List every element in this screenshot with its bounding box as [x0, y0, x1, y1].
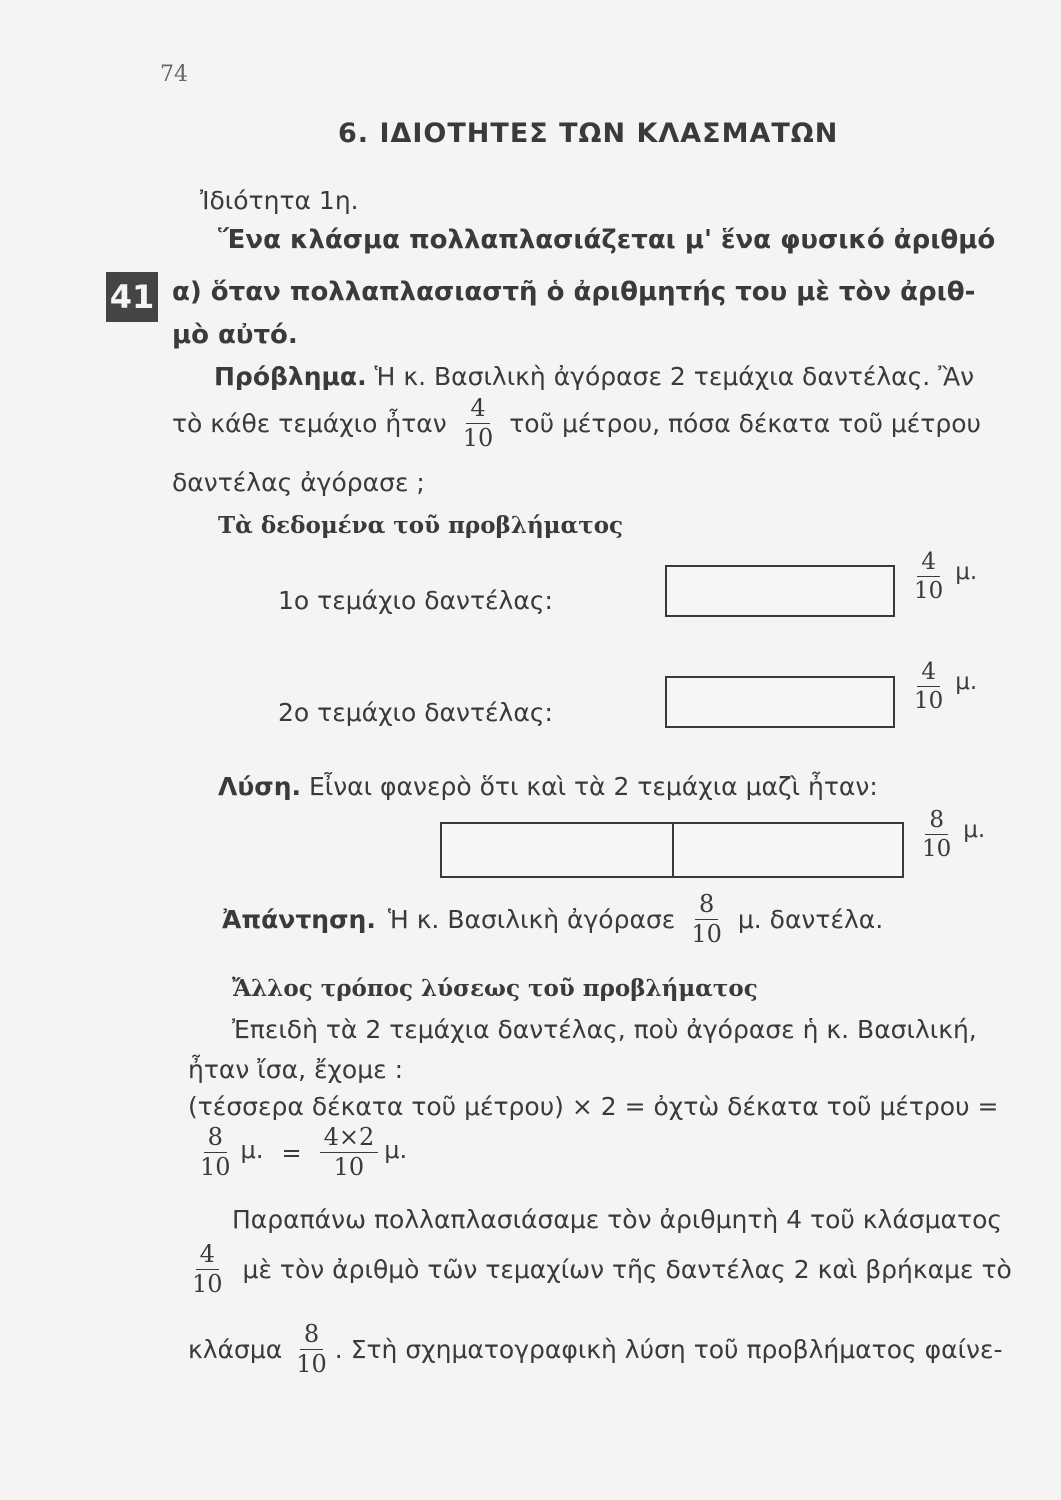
piece1-label: 1ο τεμάχιο δαντέλας:: [278, 586, 553, 615]
alt-line6: [188, 1322, 1003, 1377]
fraction-4-10: [459, 396, 498, 451]
fraction-numerator: 4×2: [320, 1125, 379, 1153]
fraction-numerator: 4: [917, 660, 940, 687]
case-a-line1: α) ὅταν πολλαπλασιαστῆ ὁ ἀριθμητής του μὲ τὸν ἀριθ-: [172, 277, 976, 307]
piece2-label: 2ο τεμάχιο δαντέλας:: [278, 698, 553, 727]
alt-line1: Ἐπειδὴ τὰ 2 τεμάχια δαντέλας, ποὺ ἀγόρασε ἡ κ. Βασιλική,: [232, 1015, 977, 1044]
unit-label: μ.: [384, 1135, 408, 1164]
property-label: Ἰδιότητα 1η.: [200, 186, 359, 215]
solution-line: [218, 772, 878, 801]
problem-line2-before: τὸ κάθε τεμάχιο ἦταν: [172, 409, 447, 439]
fraction-numerator: 4: [466, 396, 489, 424]
equals-sign: =: [281, 1138, 302, 1167]
alt-line6-before: κλάσμα: [188, 1335, 283, 1365]
piece2-fraction: [910, 660, 947, 713]
fraction-denominator: 10: [192, 1270, 223, 1299]
piece1-measure: [910, 550, 977, 603]
unit-label: μ.: [963, 816, 986, 843]
fraction-denominator: 10: [462, 424, 494, 453]
answer-text-after: μ. δαντέλα.: [737, 905, 884, 935]
problem-line3: δαντέλας ἀγόρασε ;: [172, 468, 425, 497]
solution-text: Εἶναι φανερὸ ὅτι καὶ τὰ 2 τεμάχια μαζὶ ἦταν:: [308, 772, 878, 801]
problem-line1: [214, 362, 974, 391]
fraction-numerator: 8: [300, 1322, 323, 1350]
unit-label: μ.: [955, 558, 978, 585]
answer-fraction: [687, 892, 726, 947]
alt-line2: ἦταν ἴσα, ἔχομε :: [188, 1055, 404, 1084]
piece1-bar: [665, 565, 895, 617]
answer-label: Ἀπάντηση.: [222, 905, 376, 935]
unit-label: μ.: [955, 668, 978, 695]
badge-number: 41: [109, 278, 155, 316]
combined-bar: [440, 822, 904, 878]
eq-right-fraction: [320, 1125, 379, 1180]
fraction-numerator: 8: [925, 808, 948, 835]
combined-bar-divider: [672, 824, 674, 876]
alt-line5: [188, 1242, 1012, 1297]
alt-line5-text: μὲ τὸν ἀριθμὸ τῶν τεμαχίων τῆς δαντέλας 2 καὶ βρήκαμε τὸ: [242, 1255, 1012, 1285]
solution-label: Λύση.: [218, 772, 301, 801]
fraction-numerator: 8: [204, 1125, 227, 1153]
unit-label: μ.: [240, 1135, 264, 1164]
alt-line3: (τέσσερα δέκατα τοῦ μέτρου) × 2 = ὀχτὼ δέκατα τοῦ μέτρου =: [188, 1092, 999, 1121]
problem-line2: [172, 396, 981, 451]
property-statement: Ἕνα κλάσμα πολλαπλασιάζεται μ' ἕνα φυσικό ἀριθμό: [218, 225, 996, 255]
fraction-denominator: 10: [914, 578, 944, 605]
fraction-denominator: 10: [200, 1153, 231, 1182]
section-badge: [106, 272, 158, 322]
problem-line2-after: τοῦ μέτρου, πόσα δέκατα τοῦ μέτρου: [509, 409, 981, 439]
fraction-denominator: 10: [914, 688, 944, 715]
case-a-line2: μὸ αὐτό.: [172, 320, 298, 350]
fraction-denominator: 10: [333, 1153, 365, 1182]
problem-text: Ἡ κ. Βασιλικὴ ἀγόρασε 2 τεμάχια δαντέλας. Ἂν: [374, 362, 975, 391]
alt-equation: [196, 1125, 407, 1180]
alt-line4: Παραπάνω πολλαπλασιάσαμε τὸν ἀριθμητὴ 4 τοῦ κλάσματος: [232, 1205, 1003, 1234]
answer-line: [222, 892, 883, 947]
fraction-numerator: 4: [917, 550, 940, 577]
page-number: 74: [160, 62, 188, 87]
combined-measure: [918, 808, 985, 861]
alt-line6-after: . Στὴ σχηματογραφικὴ λύση τοῦ προβλήματος φαίνε-: [334, 1335, 1003, 1365]
piece2-measure: [910, 660, 977, 713]
fraction-denominator: 10: [922, 836, 952, 863]
problem-label: Πρόβλημα.: [214, 362, 367, 391]
fraction-numerator: 8: [695, 892, 718, 920]
section-title: 6. ΙΔΙΟΤΗΤΕΣ ΤΩΝ ΚΛΑΣΜΑΤΩΝ: [338, 118, 839, 149]
fraction-numerator: 4: [196, 1242, 219, 1270]
piece2-bar: [665, 676, 895, 728]
alt-line6-fraction: [292, 1322, 331, 1377]
combined-fraction: [918, 808, 955, 861]
fraction-denominator: 10: [691, 920, 722, 949]
eq-left-fraction: [196, 1125, 235, 1180]
alt-heading: Ἄλλος τρόπος λύσεως τοῦ προβλήματος: [232, 975, 758, 1002]
fraction-denominator: 10: [296, 1350, 327, 1379]
alt-line5-fraction: [188, 1242, 227, 1297]
given-heading: Τὰ δεδομένα τοῦ προβλήματος: [218, 512, 624, 539]
answer-text-before: Ἡ κ. Βασιλικὴ ἀγόρασε: [387, 905, 676, 935]
piece1-fraction: [910, 550, 947, 603]
